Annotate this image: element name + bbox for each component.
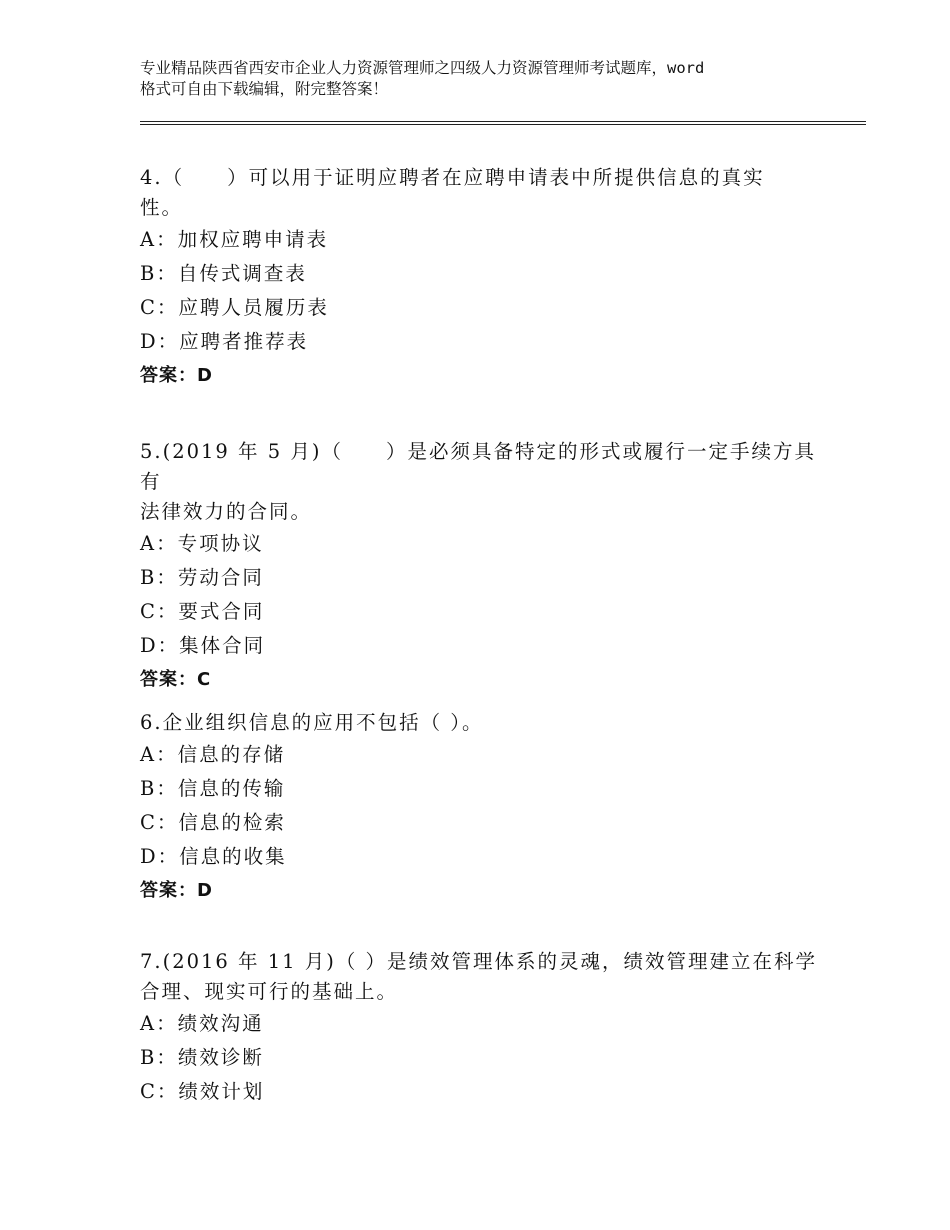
question-6 <box>140 708 820 908</box>
header-divider-bottom <box>140 124 866 125</box>
question-6-answer: 答案：D <box>140 880 213 901</box>
question-4-stem <box>140 163 820 223</box>
question-4-answer: 答案：D <box>140 365 213 386</box>
question-5-answer: 答案：C <box>140 669 212 690</box>
question-7-option-a: A：绩效沟通 <box>140 1012 264 1035</box>
question-7 <box>140 947 820 1109</box>
question-4-stem-line-2: 性。 <box>140 196 184 219</box>
question-5-stem-line-1: 5.(2019 年 5 月)（ ）是必须具备特定的形式或履行一定手续方具有 <box>140 440 816 493</box>
question-5-option-b: B：劳动合同 <box>140 566 264 589</box>
question-5-stem <box>140 437 820 527</box>
question-4-stem-line-1: 4.（ ）可以用于证明应聘者在应聘申请表中所提供信息的真实 <box>140 166 765 189</box>
document-header <box>140 58 840 100</box>
question-7-option-b: B：绩效诊断 <box>140 1046 264 1069</box>
question-5-option-c: C：要式合同 <box>140 600 265 623</box>
question-7-stem <box>140 947 820 1007</box>
header-title-line-2: 格式可自由下载编辑，附完整答案！ <box>140 80 389 98</box>
question-4-option-d: D：应聘者推荐表 <box>140 330 309 353</box>
question-4-option-c: C：应聘人员履历表 <box>140 296 329 319</box>
question-6-option-d: D：信息的收集 <box>140 845 287 868</box>
header-divider-top <box>140 121 866 122</box>
question-6-option-a: A：信息的存储 <box>140 743 286 766</box>
question-6-option-c: C：信息的检索 <box>140 811 286 834</box>
question-6-option-b: B：信息的传输 <box>140 777 286 800</box>
question-5-option-a: A：专项协议 <box>140 532 264 555</box>
question-5 <box>140 437 820 697</box>
question-7-option-c: C：绩效计划 <box>140 1080 265 1103</box>
question-6-stem <box>140 708 820 738</box>
question-5-stem-line-2: 法律效力的合同。 <box>140 500 313 523</box>
question-5-option-d: D：集体合同 <box>140 634 266 657</box>
question-7-stem-line-1: 7.(2016 年 11 月)（ ）是绩效管理体系的灵魂，绩效管理建立在科学 <box>140 950 818 973</box>
question-7-stem-line-2: 合理、现实可行的基础上。 <box>140 980 399 1003</box>
question-4-option-a: A：加权应聘申请表 <box>140 228 329 251</box>
question-6-stem-line-1: 6.企业组织信息的应用不包括（ ）。 <box>140 711 484 734</box>
question-4-option-b: B：自传式调查表 <box>140 262 307 285</box>
header-title-line-1: 专业精品陕西省西安市企业人力资源管理师之四级人力资源管理师考试题库，word <box>140 59 705 77</box>
question-4 <box>140 163 820 393</box>
